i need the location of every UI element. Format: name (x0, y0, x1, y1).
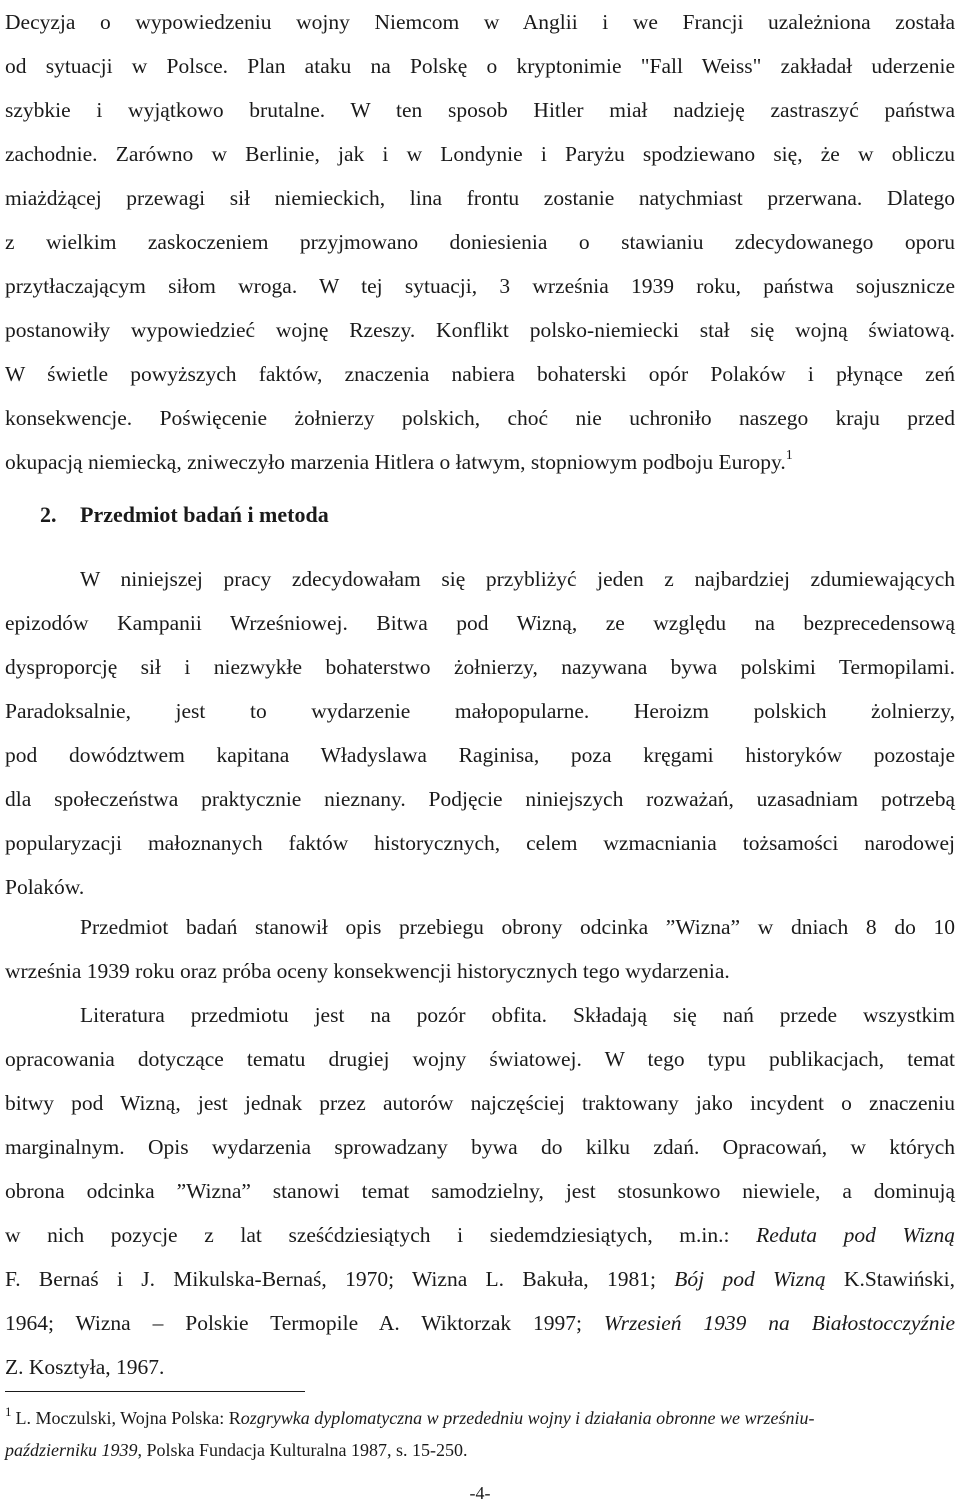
footnote-line (5, 1402, 955, 1434)
page-number: -4- (469, 1483, 491, 1503)
text-line: W świetle powyższych faktów, znaczenia nabiera bohaterski opór Polaków i płynące zeń (5, 362, 955, 386)
footnote-line (5, 1434, 955, 1466)
text-line: pod dowództwem kapitana Władyslawa Raginisa, poza kręgami historyków pozostaje (5, 743, 955, 767)
text-line (5, 1213, 955, 1257)
text-span: K.Stawiński, (843, 1267, 956, 1291)
text-line: od sytuacji w Polsce. Plan ataku na Polskę o kryptonimie "Fall Weiss" zakładał uderzenie (5, 54, 955, 78)
section-title: Przedmiot badań i metoda (80, 502, 329, 527)
text-span: F. Bernaś i J. Mikulska-Bernaś, 1970; Wizna L. Bakuła, 1981; (5, 1267, 656, 1291)
section-number: 2. (40, 502, 57, 527)
text-line: popularyzacji małoznanych faktów historycznych, celem wzmacniania tożsamości narodowej (5, 831, 955, 855)
footnote-separator (5, 1391, 305, 1392)
text-line: marginalnym. Opis wydarzenia sprowadzany bywa do kilku zdań. Opracowań, w których (5, 1135, 955, 1159)
text-span: , Polska Fundacja Kulturalna 1987, s. 15-250. (137, 1440, 468, 1460)
text-line: Polaków. (5, 875, 85, 899)
text-line: Decyzja o wypowiedzeniu wojny Niemcom w Anglii i we Francji uzależniona została (5, 10, 955, 34)
text-line: postanowiły wypowiedzieć wojnę Rzeszy. Konflikt polsko-niemiecki stał się wojną światową. (5, 318, 955, 342)
text-line: Literatura przedmiotu jest na pozór obfita. Składają się nań przede wszystkim (80, 1003, 955, 1027)
text-span: 1964; Wizna – Polskie Termopile A. Wiktorzak 1997; (5, 1311, 582, 1335)
text-line: zachodnie. Zarówno w Berlinie, jak i w Londynie i Paryżu spodziewano się, że w obliczu (5, 142, 955, 166)
footnote-reference[interactable]: 1 (785, 448, 793, 463)
text-line: epizodów Kampanii Wrześniowej. Bitwa pod Wizną, ze względu na bezprecedensową (5, 611, 955, 635)
text-line: miażdżącej przewagi sił niemieckich, lina frontu zostanie natychmiast przerwana. Dlatego (5, 186, 955, 210)
text-line (5, 1257, 955, 1301)
book-title: Reduta pod Wizną (756, 1223, 956, 1247)
text-line: szybkie i wyjątkowo brutalne. W ten sposob Hitler miał nadzieję zastraszyć państwa (5, 98, 955, 122)
text-line: dla społeczeństwa praktycznie nieznany. Podjęcie niniejszych rozważań, uzasadniam potrzebą (5, 787, 955, 811)
book-title: Bój pod Wizną (674, 1267, 826, 1291)
text-line: konsekwencje. Poświęcenie żołnierzy polskich, choć nie uchroniło naszego kraju przed (5, 406, 955, 430)
text-line (5, 1301, 955, 1345)
book-title: Wrzesień 1939 na Białostocczyźnie (603, 1311, 956, 1335)
text-span: w nich pozycje z lat sześćdziesiątych i siedemdziesiątych, m.in.: (5, 1223, 730, 1247)
text-line: obrona odcinka ”Wizna” stanowi temat samodzielny, jest stosunkowo niewiele, a dominują (5, 1179, 955, 1203)
footnote-italic: ozgrywka dyplomatyczna w przededniu wojny i działania obronne we wrześniu- (240, 1408, 815, 1428)
text-line-last (5, 440, 955, 484)
text-line: bitwy pod Wizną, jest jednak przez autorów najczęściej traktowany jako incydent o znaczeniu (5, 1091, 955, 1115)
text-line: Paradoksalnie, jest to wydarzenie małopopularne. Heroizm polskich żolnierzy, (5, 699, 955, 723)
text-span: L. Moczulski, Wojna Polska: R (15, 1408, 241, 1428)
text-line: Z. Kosztyła, 1967. (5, 1355, 165, 1379)
section-heading (40, 493, 329, 537)
text-span: okupacją niemiecką, zniweczyło marzenia Hitlera o łatwym, stopniowym podboju Europy. (5, 450, 786, 474)
text-line: dysproporcję sił i niezwykłe bohaterstwo żołnierzy, nazywana bywa polskimi Termopilami. (5, 655, 955, 679)
text-line: W niniejszej pracy zdecydowałam się przybliżyć jeden z najbardziej zdumiewających (80, 567, 955, 591)
footnote-mark: 1 (5, 1404, 12, 1419)
text-line: opracowania dotyczące tematu drugiej wojny światowej. W tego typu publikacjach, temat (5, 1047, 955, 1071)
text-line: września 1939 roku oraz próba oceny konsekwencji historycznych tego wydarzenia. (5, 959, 730, 983)
text-line: przytłaczającym siłom wroga. W tej sytuacji, 3 września 1939 roku, państwa sojusznicze (5, 274, 955, 298)
text-line: Przedmiot badań stanowił opis przebiegu obrony odcinka ”Wizna” w dniach 8 do 10 (80, 915, 955, 939)
text-line: z wielkim zaskoczeniem przyjmowano doniesienia o stawianiu zdecydowanego oporu (5, 230, 955, 254)
footnote-italic: październiku 1939 (5, 1440, 138, 1460)
